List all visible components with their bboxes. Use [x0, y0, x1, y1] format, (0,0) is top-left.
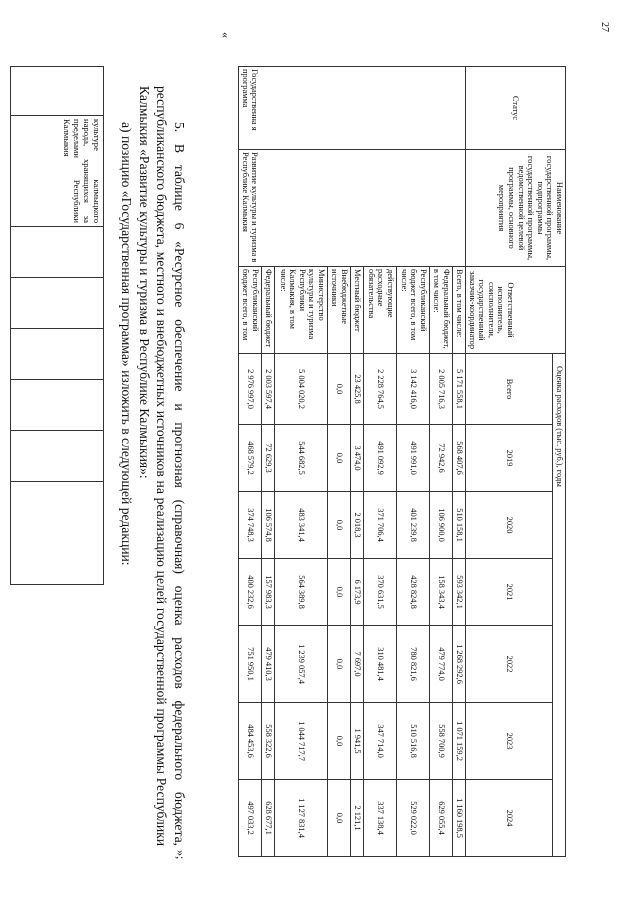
- value-cell: 337 138,4: [364, 780, 397, 857]
- value-cell: 2 003 597,4: [262, 354, 275, 425]
- header-year-total: Всего: [466, 354, 553, 425]
- value-cell: 2 005 716,3: [430, 354, 453, 425]
- value-cell: 2 121,1: [351, 780, 364, 857]
- value-cell: 1 044 717,7: [275, 703, 328, 780]
- value-cell: 3 474,0: [351, 425, 364, 492]
- value-cell: 468 579,2: [239, 425, 262, 492]
- value-cell: 106 900,0: [430, 492, 453, 559]
- value-cell: 7 697,0: [351, 626, 364, 703]
- value-cell: 3 142 416,0: [397, 354, 430, 425]
- row-label: Всего, в том числе:: [453, 267, 466, 354]
- value-cell: 347 714,0: [364, 703, 397, 780]
- table-cell: [11, 482, 104, 585]
- value-cell: 5 004 020,2: [275, 354, 328, 425]
- amendment-paragraph: [118, 86, 188, 846]
- value-cell: 497 033,2: [239, 780, 262, 857]
- value-cell: 1 268 292,6: [453, 626, 466, 703]
- table-cell: [11, 278, 104, 329]
- value-cell: 628 677,1: [262, 780, 275, 857]
- row-label: Республиканский бюджет всего, в том: [239, 267, 262, 354]
- header-name: Наименование государственной программы, подпрограммы государственной программы, ведомственной целевой программы, основного мероприятия: [466, 150, 566, 267]
- value-cell: 0,0: [328, 354, 351, 425]
- header-year-2020: 2020: [466, 492, 553, 559]
- table-row: [453, 67, 466, 857]
- value-cell: 6 173,9: [351, 559, 364, 626]
- row-label: Министерство культуры и туризма Республики Калмыкия, в том числе:: [275, 267, 328, 354]
- value-cell: 751 950,1: [239, 626, 262, 703]
- header-year-2021: 2021: [466, 559, 553, 626]
- value-cell: 1 239 057,4: [275, 626, 328, 703]
- table-cell: [11, 380, 104, 431]
- value-cell: 2 228 764,5: [364, 354, 397, 425]
- value-cell: 72 629,3: [262, 425, 275, 492]
- value-cell: 23 425,8: [351, 354, 364, 425]
- value-cell: 484 453,6: [239, 703, 262, 780]
- table-header-row: [553, 67, 566, 857]
- row-label: Внебюджетные источники: [328, 267, 351, 354]
- value-cell: 374 748,3: [239, 492, 262, 559]
- value-cell: 0,0: [328, 703, 351, 780]
- row-label: действующие расходные обязательства: [364, 267, 397, 354]
- status-cell: Государственна я программа: [239, 67, 466, 150]
- table-row: [11, 67, 104, 585]
- value-cell: 2 976 997,0: [239, 354, 262, 425]
- value-cell: 479 410,3: [262, 626, 275, 703]
- value-cell: 72 942,6: [430, 425, 453, 492]
- value-cell: 491 991,0: [397, 425, 430, 492]
- row-label: Федеральный бюджет: [262, 267, 275, 354]
- opening-quote: «: [219, 32, 233, 38]
- value-cell: 1 941,5: [351, 703, 364, 780]
- resource-table: [238, 66, 566, 857]
- paragraph-main: 5. В таблице 6 «Ресурсное обеспечение и прогнозная (справочная) оценка расходов федерального бюджета, республиканского бюджета, местного и внебюджетных источников на реализацию целей государственной программы Республики Калмыкия «Развитие культуры и туризма в Республике Калмыкия»:: [136, 86, 187, 846]
- header-status: Статус: [466, 67, 566, 150]
- row-label: Местный бюджет: [351, 267, 364, 354]
- value-cell: 0,0: [328, 559, 351, 626]
- table-cell: [11, 67, 104, 116]
- header-estimate: Оценка расходов (тыс. руб.), годы: [553, 354, 566, 857]
- value-cell: 1 071 159,2: [453, 703, 466, 780]
- value-cell: 400 232,6: [239, 559, 262, 626]
- header-responsible: Ответственный исполнитель, соисполнители, государственный заказчик-координатор: [466, 267, 566, 354]
- paragraph-sub: а) позицию «Государственная программа» изложить в следующей редакции:: [119, 122, 135, 566]
- value-cell: 0,0: [328, 492, 351, 559]
- value-cell: 0,0: [328, 626, 351, 703]
- value-cell: 157 983,3: [262, 559, 275, 626]
- value-cell: 0,0: [328, 425, 351, 492]
- value-cell: 370 631,5: [364, 559, 397, 626]
- value-cell: 479 774,0: [430, 626, 453, 703]
- value-cell: 491 092,9: [364, 425, 397, 492]
- program-name-cell: Развитие культуры и туризма в Республике Калмыкия: [239, 150, 466, 267]
- value-cell: 564 389,8: [275, 559, 328, 626]
- value-cell: 310 481,4: [364, 626, 397, 703]
- value-cell: 371 706,4: [364, 492, 397, 559]
- row-label: Республиканский бюджет всего, в том числе:: [397, 267, 430, 354]
- value-cell: 0,0: [328, 780, 351, 857]
- value-cell: 510 158,1: [453, 492, 466, 559]
- table-cell: [11, 227, 104, 278]
- value-cell: 593 342,1: [453, 559, 466, 626]
- value-cell: 428 824,8: [397, 559, 430, 626]
- value-cell: 1 160 198,5: [453, 780, 466, 857]
- value-cell: 510 516,8: [397, 703, 430, 780]
- row-label: Федеральный бюджет, в том числе:: [430, 267, 453, 354]
- value-cell: 5 171 558,1: [453, 354, 466, 425]
- value-cell: 106 574,8: [262, 492, 275, 559]
- value-cell: 1 127 831,4: [275, 780, 328, 857]
- header-year-2023: 2023: [466, 703, 553, 780]
- table-cell: [11, 329, 104, 380]
- table-cell: [11, 431, 104, 482]
- value-cell: 483 341,4: [275, 492, 328, 559]
- value-cell: 529 022,0: [397, 780, 430, 857]
- value-cell: 558 700,9: [430, 703, 453, 780]
- value-cell: 558 322,6: [262, 703, 275, 780]
- closing-quote: »;: [174, 850, 188, 860]
- value-cell: 568 407,6: [453, 425, 466, 492]
- value-cell: 629 055,4: [430, 780, 453, 857]
- value-cell: 544 682,5: [275, 425, 328, 492]
- value-cell: 401 239,8: [397, 492, 430, 559]
- value-cell: 158 343,4: [430, 559, 453, 626]
- header-year-2024: 2024: [466, 780, 553, 857]
- value-cell: 780 821,6: [397, 626, 430, 703]
- header-year-2022: 2022: [466, 626, 553, 703]
- value-cell: 2 018,3: [351, 492, 364, 559]
- table-cell-text: культуре калмыцкого народа, хранящихся за пределами Республики Калмыкия: [11, 116, 104, 227]
- page-number: 27: [599, 22, 610, 32]
- continuation-table: [10, 66, 104, 585]
- header-year-2019: 2019: [466, 425, 553, 492]
